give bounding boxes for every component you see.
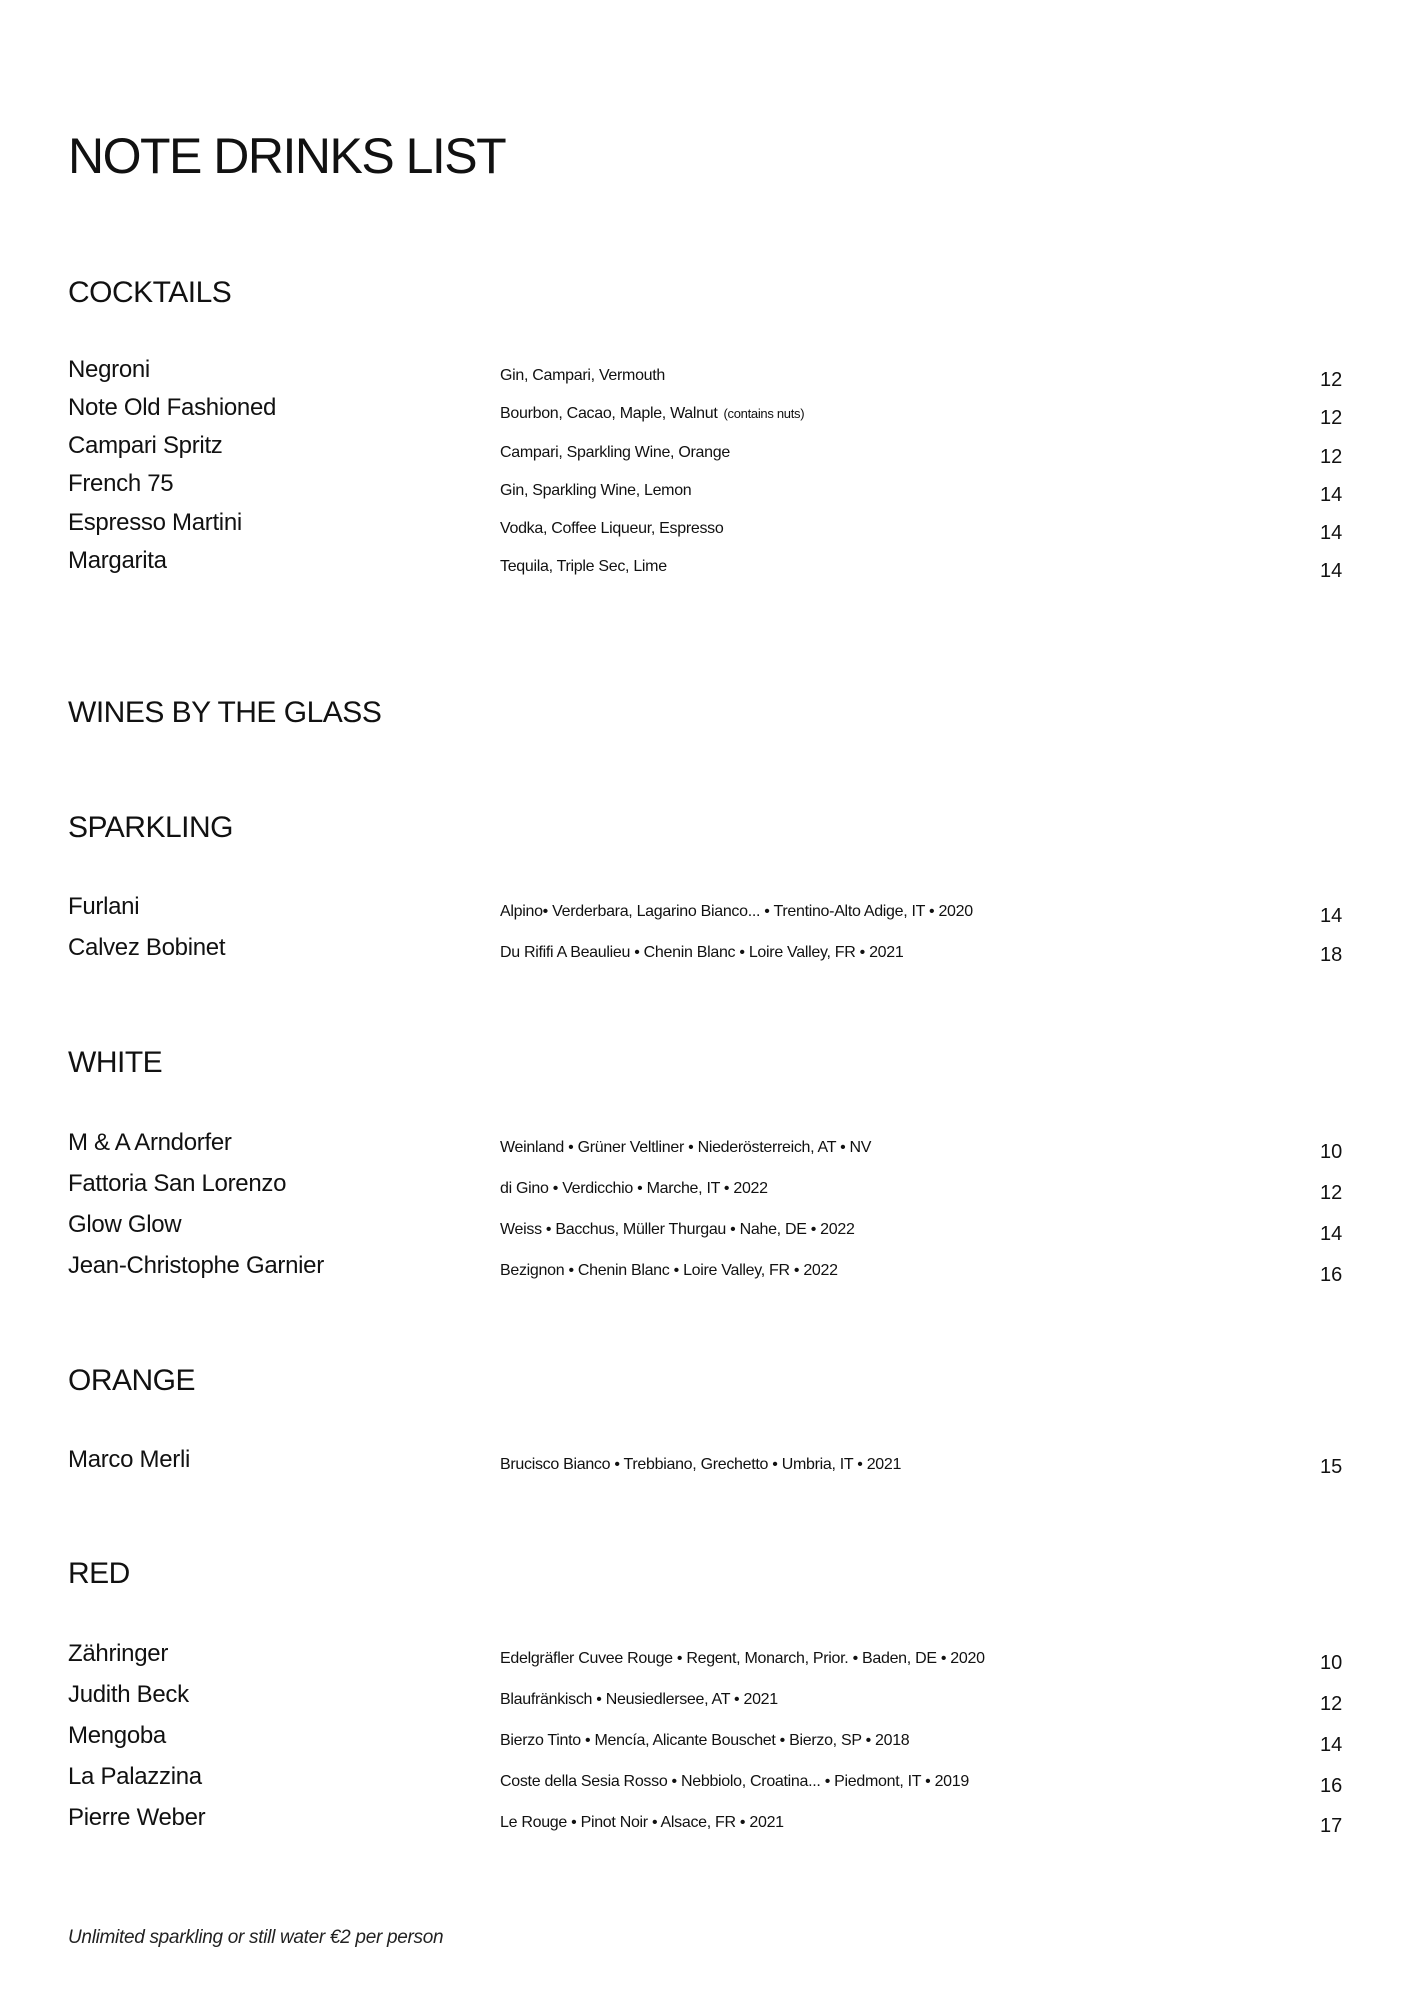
item-name: Judith Beck [68,1681,189,1708]
item-description-wrap [500,404,804,424]
item-price: 14 [1320,560,1343,582]
item-description: Alpino• Verderbara, Lagarino Bianco... • Trentino-Alto Adige, IT • 2020 [500,903,973,920]
item-description: Tequila, Triple Sec, Lime [500,558,667,575]
item-price: 12 [1320,446,1343,468]
section-title-cocktails: COCKTAILS [68,276,232,309]
item-price: 14 [1320,1734,1343,1756]
item-price: 10 [1320,1652,1343,1674]
item-name: Jean-Christophe Garnier [68,1252,324,1279]
item-name: Campari Spritz [68,432,223,459]
item-description: Bezignon • Chenin Blanc • Loire Valley, FR • 2022 [500,1262,838,1279]
item-description: Vodka, Coffee Liqueur, Espresso [500,520,724,537]
item-name: Calvez Bobinet [68,934,226,961]
item-name: Zähringer [68,1640,169,1667]
subsection-title-orange: ORANGE [68,1364,196,1397]
item-price: 12 [1320,369,1343,391]
item-name: Pierre Weber [68,1804,206,1831]
item-description: Edelgräfler Cuvee Rouge • Regent, Monarch, Prior. • Baden, DE • 2020 [500,1650,985,1667]
item-price: 10 [1320,1141,1343,1163]
item-price: 14 [1320,905,1343,927]
item-description: Le Rouge • Pinot Noir • Alsace, FR • 2021 [500,1814,784,1831]
section-title-wines: WINES BY THE GLASS [68,696,382,729]
item-description: di Gino • Verdicchio • Marche, IT • 2022 [500,1180,768,1197]
item-name: M & A Arndorfer [68,1129,232,1156]
item-price: 18 [1320,944,1343,966]
footer-note: Unlimited sparkling or still water €2 per person [68,1927,444,1948]
item-price: 15 [1320,1456,1343,1478]
item-description: Gin, Campari, Vermouth [500,367,666,384]
item-name: Margarita [68,547,167,574]
item-name: Glow Glow [68,1211,182,1238]
item-name: Fattoria San Lorenzo [68,1170,287,1197]
item-description: Brucisco Bianco • Trebbiano, Grechetto • Umbria, IT • 2021 [500,1456,902,1473]
item-name: Furlani [68,893,140,920]
item-price: 12 [1320,1693,1343,1715]
item-price: 14 [1320,522,1343,544]
item-name: La Palazzina [68,1763,202,1790]
item-description: Blaufränkisch • Neusiedlersee, AT • 2021 [500,1691,778,1708]
item-price: 12 [1320,1182,1343,1204]
item-name: Note Old Fashioned [68,394,277,421]
item-price: 16 [1320,1264,1343,1286]
item-price: 12 [1320,407,1343,429]
item-name: Marco Merli [68,1446,191,1473]
item-description: Campari, Sparkling Wine, Orange [500,444,730,461]
item-description: Du Rififi A Beaulieu • Chenin Blanc • Loire Valley, FR • 2021 [500,944,904,961]
item-description: Bourbon, Cacao, Maple, Walnut [500,405,718,422]
allergen-note: (contains nuts) [723,406,805,421]
item-description: Bierzo Tinto • Mencía, Alicante Bouschet • Bierzo, SP • 2018 [500,1732,910,1749]
subsection-title-sparkling: SPARKLING [68,811,233,844]
item-description: Weinland • Grüner Veltliner • Niederösterreich, AT • NV [500,1139,872,1156]
subsection-title-white: WHITE [68,1046,163,1079]
item-description: Coste della Sesia Rosso • Nebbiolo, Croatina... • Piedmont, IT • 2019 [500,1773,969,1790]
item-price: 14 [1320,484,1343,506]
item-price: 16 [1320,1775,1343,1797]
item-name: Mengoba [68,1722,166,1749]
item-name: Negroni [68,356,150,383]
page-title: NOTE DRINKS LIST [68,128,506,184]
item-price: 14 [1320,1223,1343,1245]
subsection-title-red: RED [68,1557,130,1590]
item-name: French 75 [68,470,174,497]
item-description: Weiss • Bacchus, Müller Thurgau • Nahe, DE • 2022 [500,1221,855,1238]
item-price: 17 [1320,1815,1343,1837]
item-description: Gin, Sparkling Wine, Lemon [500,482,692,499]
item-name: Espresso Martini [68,509,242,536]
